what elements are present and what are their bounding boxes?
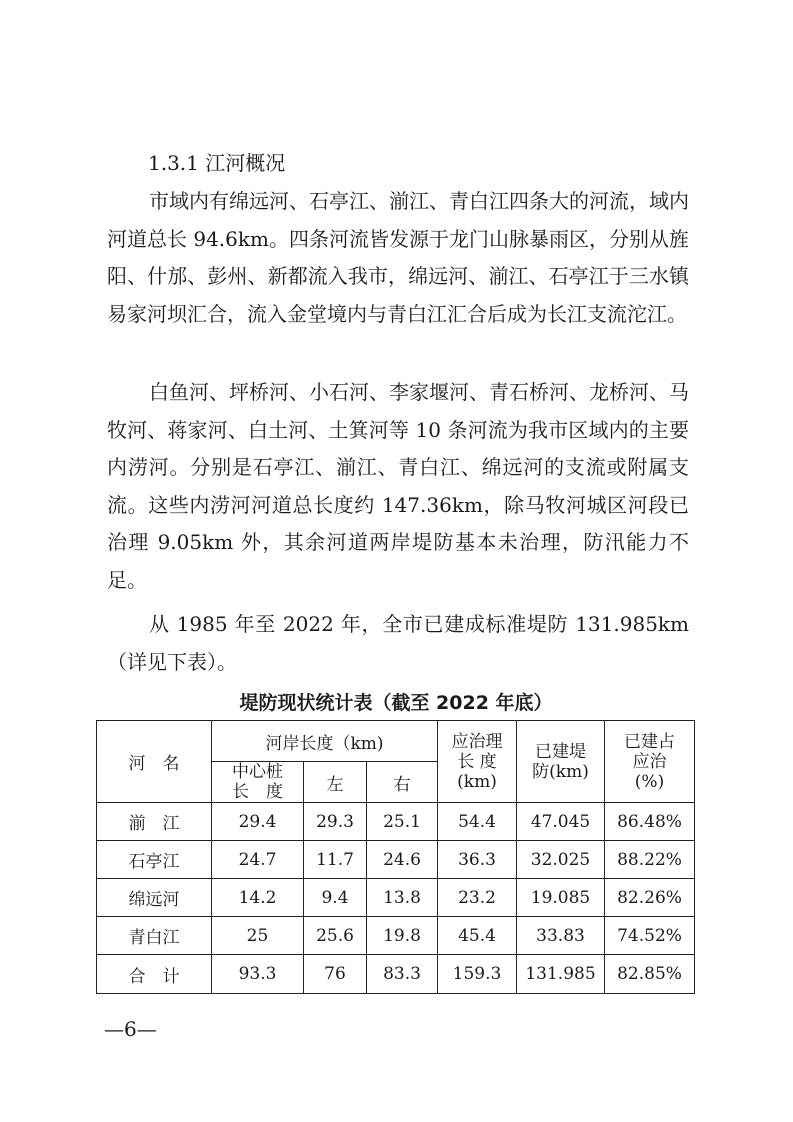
cell-ratio: 88.22% [605, 841, 695, 879]
cell-left-bank: 29.3 [304, 803, 367, 841]
cell-center-length: 14.2 [212, 879, 304, 917]
cell-to-govern: 36.3 [438, 841, 517, 879]
cell-center-length: 24.7 [212, 841, 304, 879]
header-left-bank: 左 [304, 762, 367, 803]
header-built-levee: 已建堤 防(km) [517, 721, 605, 803]
cell-right-bank: 13.8 [367, 879, 438, 917]
cell-river-name: 湔 江 [97, 803, 212, 841]
cell-ratio: 74.52% [605, 917, 695, 955]
cell-left-bank: 9.4 [304, 879, 367, 917]
header-bank-length: 河岸长度（km) [212, 721, 438, 762]
cell-to-govern: 54.4 [438, 803, 517, 841]
cell-to-govern: 23.2 [438, 879, 517, 917]
header-built-ratio: 已建占 应治 (%) [605, 721, 695, 803]
cell-river-name: 绵远河 [97, 879, 212, 917]
cell-center-length: 25 [212, 917, 304, 955]
table-row [97, 917, 695, 955]
cell-ratio: 86.48% [605, 803, 695, 841]
paragraph-inland-rivers: 白鱼河、坪桥河、小石河、李家堰河、青石桥河、龙桥河、马牧河、蒋家河、白土河、土箕河等 10 条河流为我市区域内的主要内涝河。分别是石亭江、湔江、青白江、绵远河的支流或附属支流。这些内涝河河道总长度约 147.36km，除马牧河城区河段已治理 9.05km 外，其余河道两岸堤防基本未治理，防汛能力不足。 [107, 380, 689, 592]
table-row [97, 803, 695, 841]
header-center-pile-length: 中心桩 长 度 [212, 762, 304, 803]
cell-right-bank: 25.1 [367, 803, 438, 841]
paragraph-rivers-overview: 市域内有绵远河、石亭江、湔江、青白江四条大的河流，域内河道总长 94.6km。四条河流皆发源于龙门山脉暴雨区，分别从旌阳、什邡、彭州、新都流入我市，绵远河、湔江、石亭江于三水镇易家河坝汇合，流入金堂境内与青白江汇合后成为长江支流沱江。 [107, 189, 689, 326]
cell-built: 33.83 [517, 917, 605, 955]
header-right-bank: 右 [367, 762, 438, 803]
table-row [97, 879, 695, 917]
cell-left-bank: 25.6 [304, 917, 367, 955]
levee-statistics-table [96, 720, 695, 994]
page-number: —6— [104, 1017, 157, 1041]
cell-river-name: 合 计 [97, 955, 212, 994]
cell-ratio: 82.26% [605, 879, 695, 917]
cell-center-length: 93.3 [212, 955, 304, 994]
cell-ratio: 82.85% [605, 955, 695, 994]
cell-right-bank: 24.6 [367, 841, 438, 879]
cell-left-bank: 76 [304, 955, 367, 994]
cell-river-name: 青白江 [97, 917, 212, 955]
table-row [97, 841, 695, 879]
cell-center-length: 29.4 [212, 803, 304, 841]
cell-left-bank: 11.7 [304, 841, 367, 879]
cell-built: 19.085 [517, 879, 605, 917]
header-river-name: 河 名 [97, 721, 212, 803]
cell-right-bank: 19.8 [367, 917, 438, 955]
cell-built: 47.045 [517, 803, 605, 841]
cell-to-govern: 45.4 [438, 917, 517, 955]
cell-built: 32.025 [517, 841, 605, 879]
table-title: 堤防现状统计表（截至 2022 年底） [239, 692, 553, 714]
cell-to-govern: 159.3 [438, 955, 517, 994]
table-row-total [97, 955, 695, 994]
paragraph-levee-summary: 从 1985 年至 2022 年，全市已建成标准堤防 131.985km（详见下表）。 [107, 612, 689, 674]
cell-built: 131.985 [517, 955, 605, 994]
section-heading: 1.3.1 江河概况 [148, 151, 286, 175]
cell-right-bank: 83.3 [367, 955, 438, 994]
header-length-to-govern: 应治理 长 度 (km) [438, 721, 517, 803]
cell-river-name: 石亭江 [97, 841, 212, 879]
